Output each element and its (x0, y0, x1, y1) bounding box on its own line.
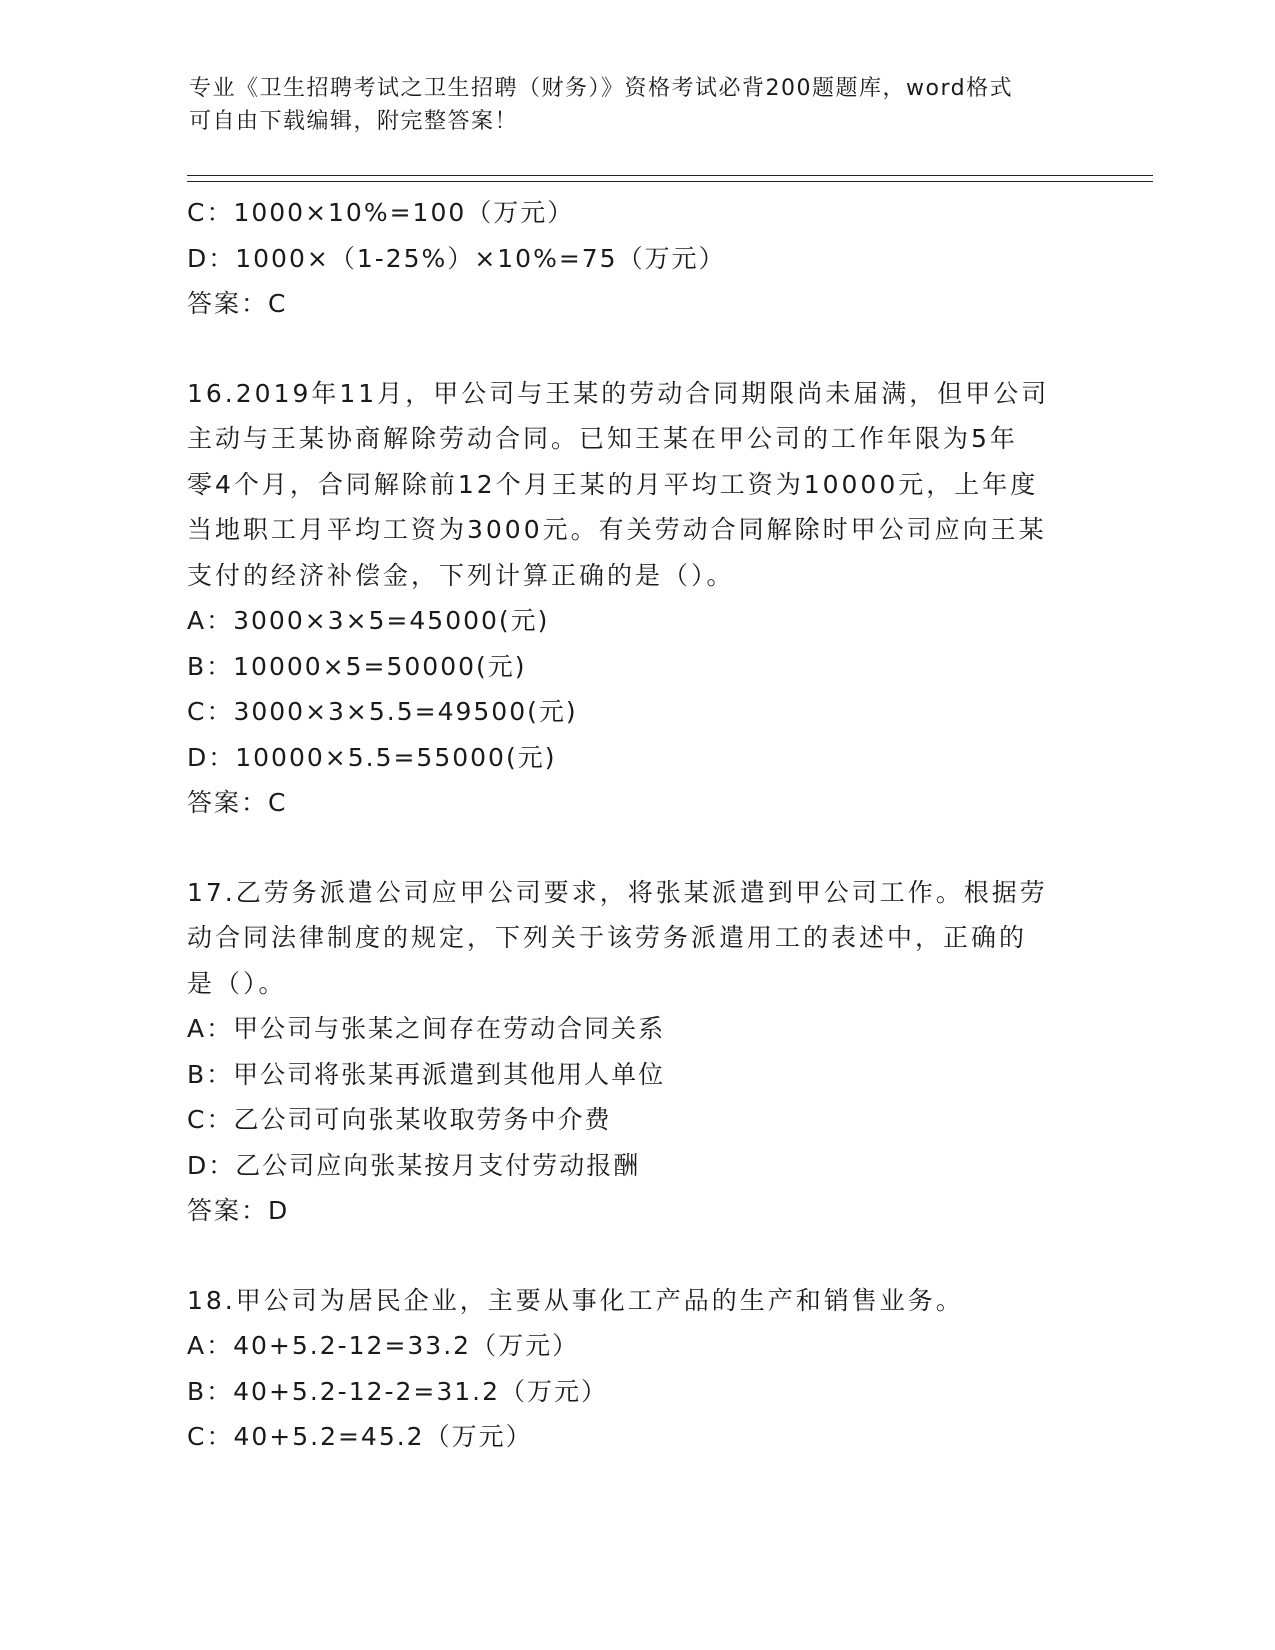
option-c: C：1000×10%=100（万元） (187, 198, 575, 227)
question-gap (187, 1234, 1087, 1278)
option-b: B：10000×5=50000(元) (187, 651, 527, 681)
header-rule-bottom (187, 181, 1153, 182)
option-b: B：40+5.2-12-2=31.2（万元） (187, 1376, 609, 1406)
option-c: C：3000×3×5.5=49500(元) (187, 697, 578, 726)
header-line-2: 可自由下载编辑，附完整答案！ (189, 109, 519, 134)
option-c: C：乙公司可向张某收取劳务中介费 (187, 1105, 612, 1134)
question-15-tail (187, 190, 1087, 327)
question-18 (187, 1278, 1087, 1460)
option-c: C：40+5.2=45.2（万元） (187, 1422, 533, 1451)
stem-line: 零4个月，合同解除前12个月王某的月平均工资为10000元，上年度 (187, 469, 1039, 499)
stem-line: 17.乙劳务派遣公司应甲公司要求，将张某派遣到甲公司工作。根据劳 (187, 877, 1048, 907)
stem-line: 主动与王某协商解除劳动合同。已知王某在甲公司的工作年限为5年 (187, 424, 1018, 453)
option-a: A：40+5.2-12=33.2（万元） (187, 1331, 580, 1360)
stem-line: 18.甲公司为居民企业，主要从事化工产品的生产和销售业务。 (187, 1285, 964, 1315)
header-line-1: 专业《卫生招聘考试之卫生招聘（财务）》资格考试必背200题题库，word格式 (189, 76, 1014, 101)
option-d: D：1000×（1-25%）×10%=75（万元） (187, 243, 726, 273)
stem-line: 16.2019年11月，甲公司与王某的劳动合同期限尚未届满，但甲公司 (187, 378, 1050, 408)
question-stem (187, 1278, 1087, 1324)
option-a: A：3000×3×5=45000(元) (187, 606, 550, 635)
question-stem (187, 371, 1087, 599)
answer: 答案：C (187, 788, 288, 817)
question-gap (187, 826, 1087, 870)
answer: 答案：C (187, 289, 288, 318)
question-16 (187, 371, 1087, 826)
stem-line: 当地职工月平均工资为3000元。有关劳动合同解除时甲公司应向王某 (187, 515, 1047, 544)
header-rule-top (187, 175, 1153, 176)
option-d: D：乙公司应向张某按月支付劳动报酬 (187, 1150, 641, 1180)
document-header (189, 72, 1089, 138)
stem-line: 是（）。 (187, 968, 287, 998)
answer: 答案：D (187, 1196, 290, 1225)
question-stem (187, 870, 1087, 1007)
question-gap (187, 327, 1087, 371)
stem-line: 支付的经济补偿金，下列计算正确的是（）。 (187, 560, 735, 590)
option-d: D：10000×5.5=55000(元) (187, 742, 557, 772)
option-a: A：甲公司与张某之间存在劳动合同关系 (187, 1014, 666, 1043)
question-17 (187, 870, 1087, 1234)
option-b: B：甲公司将张某再派遣到其他用人单位 (187, 1059, 666, 1089)
stem-line: 动合同法律制度的规定，下列关于该劳务派遣用工的表述中，正确的 (187, 923, 1028, 952)
page-content (187, 190, 1087, 1460)
